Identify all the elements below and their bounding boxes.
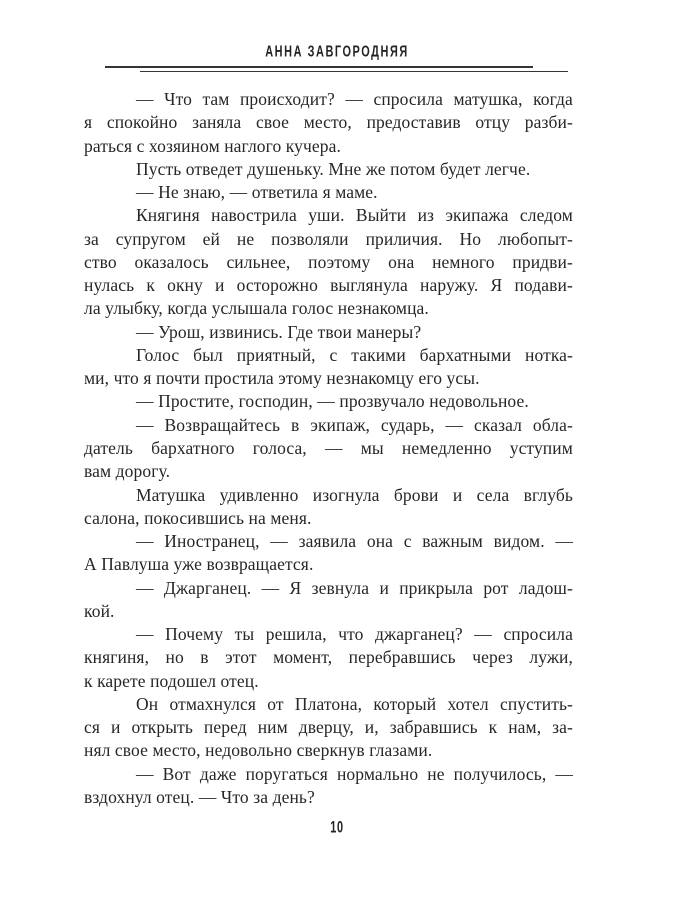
text-line: Он отмахнулся от Платона, который хотел спустить- <box>136 693 573 714</box>
text-line: А Павлуша уже возвращается. <box>84 554 314 575</box>
text-line: — Что там происходит? — спросила матушка, когда <box>136 89 573 109</box>
text-line: ство оказалось сильнее, поэтому она немного придви- <box>84 251 573 272</box>
running-header-author: АННА ЗАВГОРОДНЯЯ <box>265 42 409 60</box>
text-line: нулась к окну и осторожно выглянула наружу. Я подави- <box>84 275 573 296</box>
text-line: — Иностранец, — заявила она с важным видом. — <box>136 531 573 552</box>
text-line: салона, покосившись на меня. <box>84 507 312 528</box>
text-line: — Возвращайтесь в экипаж, сударь, — сказал обла- <box>136 414 573 435</box>
header-rule-bottom <box>140 71 568 73</box>
text-line: кой. <box>84 600 115 621</box>
text-line: датель бархатного голоса, — мы немедленно уступим <box>84 437 573 458</box>
text-line: — Простите, господин, — прозвучало недовольное. <box>136 391 529 412</box>
text-line: нял свое место, недовольно сверкнув глазами. <box>84 740 433 761</box>
text-line: княгиня, но в этот момент, перебравшись через лужи, <box>84 647 573 668</box>
text-line: — Почему ты решила, что джарганец? — спросила <box>136 624 573 645</box>
text-line: Пусть отведет душеньку. Мне же потом будет легче. <box>136 158 531 179</box>
text-line: Матушка удивленно изогнула брови и села вглубь <box>136 484 573 505</box>
text-line: Голос был приятный, с такими бархатными нотка- <box>136 344 573 365</box>
text-line: я спокойно заняла свое место, предоставив отцу разби- <box>84 112 573 133</box>
text-line: ся и открыть перед ним дверцу, и, забравшись к нам, за- <box>84 717 573 738</box>
text-line: за супругом ей не позволяли приличия. Но любопыт- <box>84 228 573 249</box>
header-rule-top <box>105 66 533 68</box>
text-line: раться с хозяином наглого кучера. <box>84 135 341 156</box>
text-line: к карете подошел отец. <box>84 670 259 691</box>
text-line: — Урош, извинись. Где твои манеры? <box>136 321 422 342</box>
text-line: — Вот даже поругаться нормально не получилось, — <box>136 763 573 784</box>
page-number: 10 <box>330 819 344 837</box>
text-line: — Не знаю, — ответила я маме. <box>136 182 378 203</box>
text-line: ми, что я почти простила этому незнакомцу его усы. <box>84 368 480 389</box>
text-line: вам дорогу. <box>84 461 171 482</box>
body-text <box>84 88 573 809</box>
text-line: Княгиня навострила уши. Выйти из экипажа следом <box>136 205 573 226</box>
text-line: — Джарганец. — Я зевнула и прикрыла рот ладош- <box>136 577 573 598</box>
text-line: ла улыбку, когда услышала голос незнакомца. <box>84 298 429 319</box>
text-line: вздохнул отец. — Что за день? <box>84 786 315 807</box>
